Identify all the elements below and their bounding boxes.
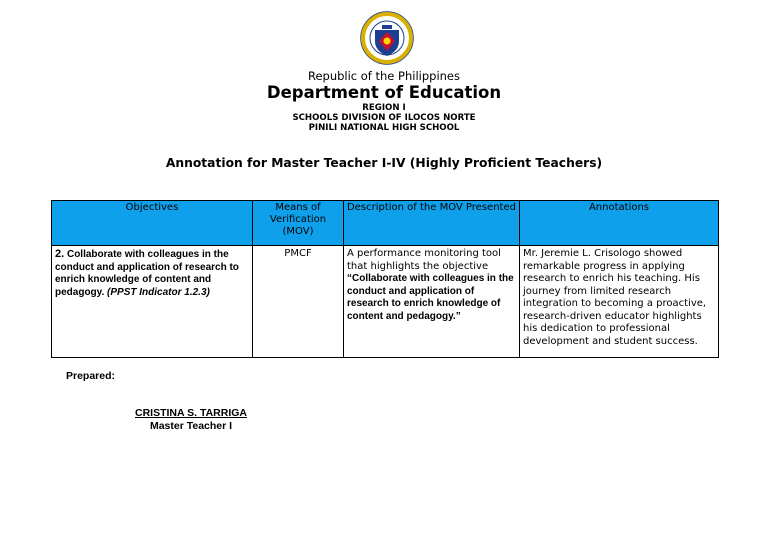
annotation-table xyxy=(51,200,719,358)
department-heading: Department of Education xyxy=(266,83,502,102)
column-header-means-of-verification: Means of Verification (MOV) xyxy=(253,201,344,246)
signature-block xyxy=(131,407,251,433)
division-heading: SCHOOLS DIVISION OF ILOCOS NORTE xyxy=(292,113,476,123)
objective-cell xyxy=(52,246,253,358)
signatory-position: Master Teacher I xyxy=(149,420,233,432)
column-header-objectives: Objectives xyxy=(52,201,253,246)
table-header-row xyxy=(52,201,719,246)
region-heading: REGION I xyxy=(362,103,406,113)
school-heading: PINILI NATIONAL HIGH SCHOOL xyxy=(308,123,460,133)
objective-indicator: (PPST Indicator 1.2.3) xyxy=(107,286,210,298)
mov-cell: PMCF xyxy=(253,246,344,358)
document-title: Annotation for Master Teacher I-IV (Highly Proficient Teachers) xyxy=(165,156,603,170)
republic-heading: Republic of the Philippines xyxy=(307,69,461,83)
description-cell xyxy=(344,246,520,358)
annotation-cell: Mr. Jeremie L. Crisologo showed remarkable progress in applying research to enrich his teaching. His journey from limited research integration to becoming a proactive, research-driven educator highlights his dedication to professional development and student success. xyxy=(520,246,719,358)
description-lead: A performance monitoring tool that highlights the objective xyxy=(347,248,501,272)
column-header-description: Description of the MOV Presented xyxy=(344,201,520,246)
signatory-name: CRISTINA S. TARRIGA xyxy=(135,407,247,419)
deped-seal-logo xyxy=(360,11,414,65)
description-quote: “Collaborate with colleagues in the conduct and application of research to enrich knowledge of content and pedagogy.” xyxy=(347,273,514,322)
prepared-label: Prepared: xyxy=(66,370,116,382)
table-row xyxy=(52,246,719,358)
objective-number: 2. xyxy=(55,248,65,260)
objective-text: Collaborate with colleagues in the conduct and application of research to enrich knowledge of content and pedagogy. xyxy=(55,249,239,298)
column-header-annotations: Annotations xyxy=(520,201,719,246)
